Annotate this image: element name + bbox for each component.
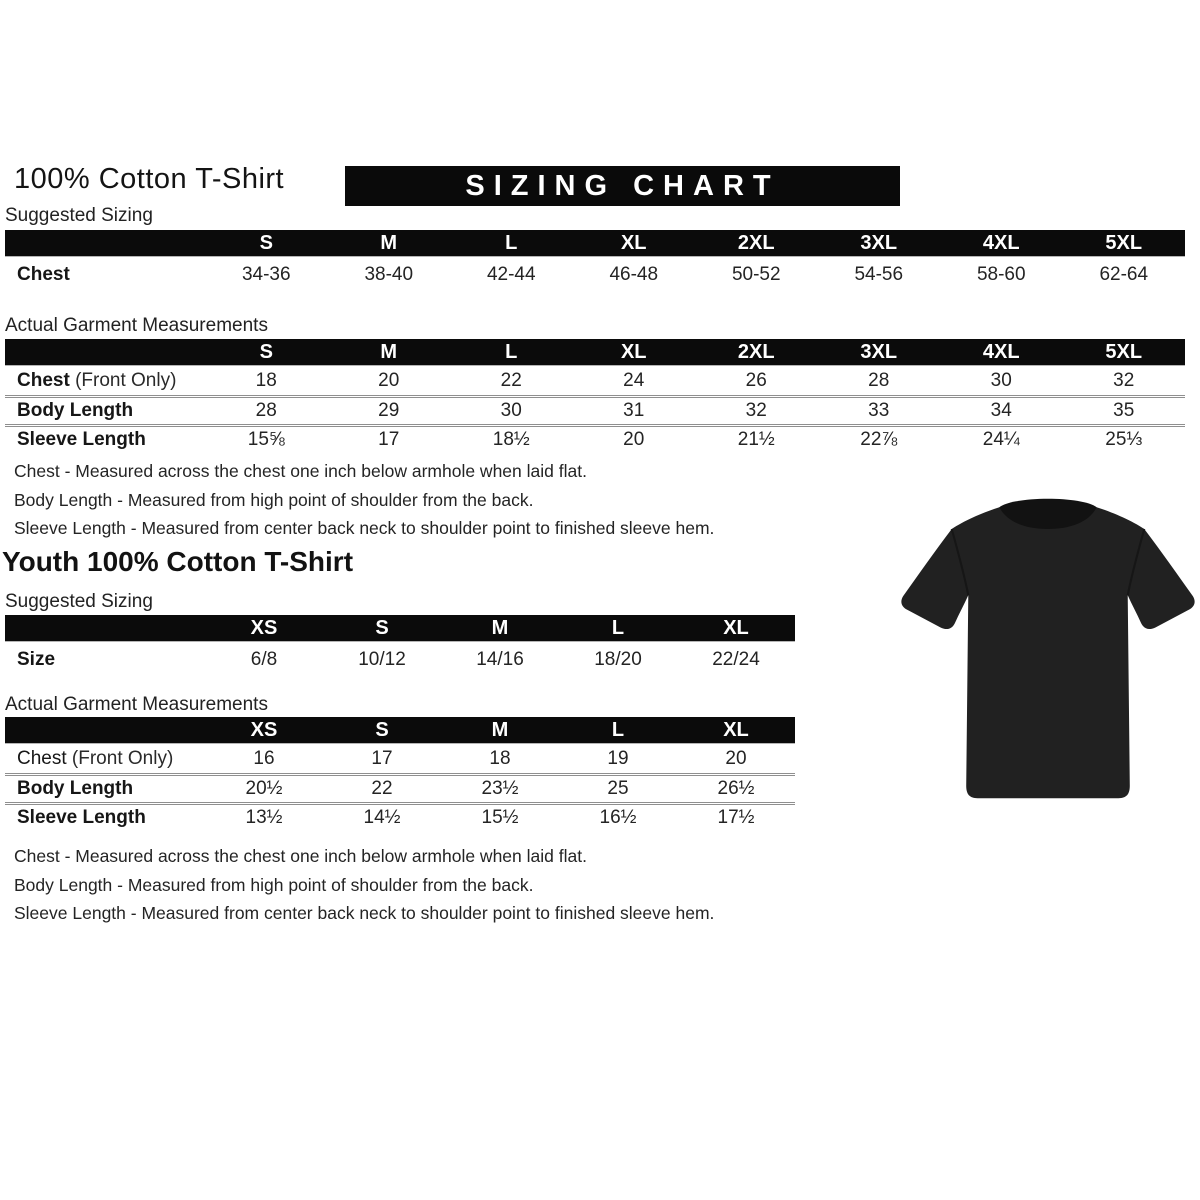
size-column-header: M (380, 340, 398, 363)
measurement-value: 17 (378, 429, 400, 450)
size-column-header: L (505, 231, 518, 254)
size-column-header: M (491, 616, 509, 639)
measurement-value: 46-48 (609, 264, 659, 285)
youth-actual-header-row (5, 717, 795, 744)
measurement-value: 18½ (492, 429, 530, 450)
adult-suggested-header-row (5, 230, 1185, 257)
measurement-value: 10/12 (358, 649, 406, 670)
youth-measurement-notes (14, 842, 714, 928)
table-row (5, 744, 795, 773)
measurement-value: 31 (623, 400, 645, 421)
measurement-value: 42-44 (486, 264, 536, 285)
size-column-header: 5XL (1105, 231, 1143, 254)
measurement-value: 15½ (481, 807, 519, 828)
measurement-value: 14½ (363, 807, 401, 828)
measurement-value: 16 (253, 747, 275, 769)
measurement-value: 16½ (599, 807, 637, 828)
measurement-value: 18 (489, 747, 511, 769)
measurement-note: Sleeve Length - Measured from center back neck to shoulder point to finished sleeve hem. (14, 518, 715, 538)
table-row (5, 257, 1185, 293)
measurement-value: 25 (607, 778, 629, 799)
measurement-value: 17½ (717, 807, 755, 828)
measurement-value: 34-36 (241, 264, 291, 285)
adult-measurement-notes (14, 457, 714, 543)
table-row (5, 366, 1185, 395)
size-column-header: 3XL (860, 231, 898, 254)
row-label-main: Chest (17, 747, 67, 769)
size-column-header: 5XL (1105, 340, 1143, 363)
row-label (5, 370, 205, 392)
measurement-value: 18/20 (594, 649, 642, 670)
youth-suggested-sizing-table (5, 615, 795, 678)
tshirt-illustration (892, 470, 1200, 822)
row-label-note: (Front Only) (66, 747, 174, 769)
measurement-value: 21½ (737, 429, 775, 450)
size-column-header: XL (723, 718, 749, 741)
measurement-value: 26 (745, 369, 767, 391)
sizing-chart-banner: SIZING CHART (345, 166, 900, 206)
measurement-value: 22 (500, 369, 522, 391)
measurement-value: 34 (990, 400, 1012, 421)
measurement-value: 32 (1113, 369, 1135, 391)
size-column-header: M (491, 718, 509, 741)
measurement-value: 18 (255, 369, 277, 391)
size-column-header: L (611, 616, 625, 639)
size-column-header: XS (250, 616, 278, 639)
measurement-note: Chest - Measured across the chest one inch below armhole when laid flat. (14, 461, 587, 481)
row-label: Body Length (17, 778, 134, 799)
measurement-note: Sleeve Length - Measured from center back neck to shoulder point to finished sleeve hem. (14, 903, 715, 923)
measurement-value: 13½ (245, 807, 283, 828)
measurement-value: 25⅓ (1105, 429, 1143, 450)
measurement-value: 20 (725, 747, 747, 769)
measurement-value: 30 (500, 400, 522, 421)
measurement-value: 22⅞ (860, 429, 898, 450)
table-row (5, 395, 1185, 424)
measurement-value: 15⅝ (247, 429, 285, 450)
size-column-header: 3XL (860, 340, 898, 363)
measurement-note: Body Length - Measured from high point of shoulder from the back. (14, 489, 534, 510)
measurement-note: Body Length - Measured from high point of shoulder from the back. (14, 874, 534, 895)
size-column-header: S (259, 231, 273, 254)
size-column-header: S (259, 340, 273, 363)
measurement-value: 20 (378, 369, 400, 391)
measurement-note: Chest - Measured across the chest one inch below armhole when laid flat. (14, 846, 587, 866)
measurement-value: 35 (1113, 400, 1135, 421)
measurement-value: 50-52 (731, 264, 781, 285)
measurement-value: 38-40 (364, 264, 414, 285)
measurement-value: 28 (868, 369, 890, 391)
adult-suggested-sizing-label: Suggested Sizing (5, 205, 153, 226)
adult-actual-header-row (5, 339, 1185, 366)
table-row (5, 802, 795, 831)
measurement-value: 30 (990, 369, 1012, 391)
table-row (5, 773, 795, 802)
measurement-value: 58-60 (976, 264, 1026, 285)
measurement-value: 24 (623, 369, 645, 391)
row-label (5, 748, 205, 770)
measurement-value: 24¼ (982, 429, 1020, 450)
row-label-note: (Front Only) (69, 369, 177, 391)
size-column-header: XL (620, 231, 647, 254)
measurement-value: 62-64 (1099, 264, 1149, 285)
table-row (5, 642, 795, 678)
size-column-header: M (380, 231, 398, 254)
adult-suggested-sizing-table (5, 230, 1185, 293)
row-label-main: Chest (17, 369, 70, 391)
youth-suggested-sizing-label: Suggested Sizing (5, 591, 153, 612)
measurement-value: 22/24 (712, 649, 760, 670)
adult-actual-measurements-table (5, 339, 1185, 453)
row-label: Sleeve Length (17, 807, 146, 828)
size-column-header: XL (620, 340, 647, 363)
measurement-value: 20 (623, 429, 645, 450)
measurement-value: 26½ (717, 778, 755, 799)
adult-actual-measurements-label: Actual Garment Measurements (5, 315, 268, 336)
measurement-value: 28 (255, 400, 277, 421)
size-column-header: 4XL (982, 340, 1020, 363)
youth-section-title: Youth 100% Cotton T-Shirt (2, 546, 354, 577)
size-column-header: S (375, 718, 389, 741)
measurement-value: 17 (371, 747, 393, 769)
measurement-value: 19 (607, 747, 629, 769)
row-label: Sleeve Length (17, 429, 146, 450)
size-column-header: XL (723, 616, 749, 639)
size-column-header: 4XL (982, 231, 1020, 254)
measurement-value: 54-56 (854, 264, 904, 285)
youth-actual-measurements-label: Actual Garment Measurements (5, 694, 268, 715)
measurement-value: 33 (868, 400, 890, 421)
size-column-header: L (611, 718, 625, 741)
size-column-header: L (505, 340, 518, 363)
size-column-header: 2XL (737, 340, 775, 363)
measurement-value: 23½ (481, 778, 519, 799)
size-column-header: S (375, 616, 389, 639)
size-column-header: 2XL (737, 231, 775, 254)
measurement-value: 22 (371, 778, 393, 799)
measurement-value: 20½ (245, 778, 283, 799)
tshirt-body (901, 507, 1194, 798)
measurement-value: 6/8 (250, 649, 278, 670)
table-row (5, 424, 1185, 453)
measurement-value: 32 (745, 400, 767, 421)
measurement-value: 14/16 (476, 649, 524, 670)
youth-actual-measurements-table (5, 717, 795, 831)
size-column-header: XS (250, 718, 278, 741)
row-label: Chest (17, 264, 70, 285)
youth-suggested-header-row (5, 615, 795, 642)
row-label: Body Length (17, 400, 134, 421)
row-label: Size (17, 649, 56, 670)
tshirt-product-image (892, 470, 1200, 822)
page-title: 100% Cotton T-Shirt (14, 163, 285, 195)
measurement-value: 29 (378, 400, 400, 421)
